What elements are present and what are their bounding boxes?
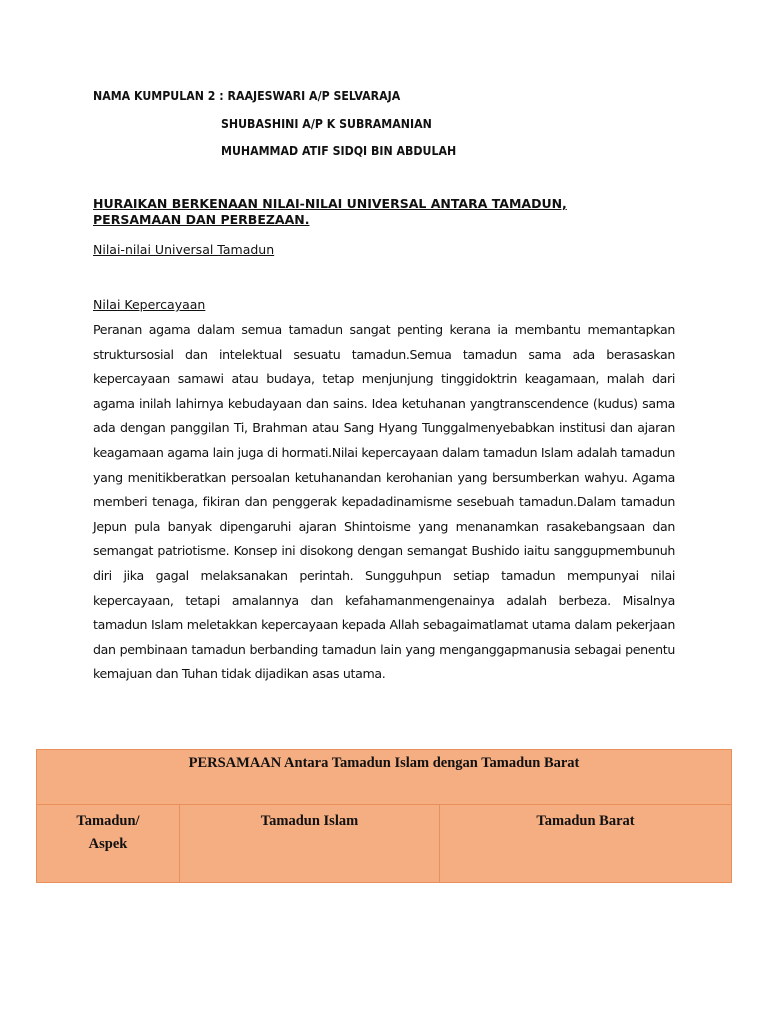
subsection-title — [93, 297, 693, 313]
group-member-3: MUHAMMAD ATIF SIDQI BIN ABDULAH — [221, 143, 457, 158]
body-paragraph: Peranan agama dalam semua tamadun sangat penting kerana ia membantu memantapkan struktursosial dan intelektual sesuatu tamadun.Semua tamadun sama ada berasaskan kepercayaan samawi atau budaya, tetap menjunjung tinggidoktrin keagamaan, malah dari agama inilah lahirnya kebudayaan dan sains. Idea ketuhanan yangtranscendence (kudus) sama ada dengan panggilan Ti, Brahman atau Sang Hyang Tunggalmenyebabkan institusi dan ajaran keagamaan agama lain juga di hormati.Nilai kepercayaan dalam tamadun Islam adalah tamadun yang menitikberatkan persoalan ketuhanandan kerohanian yang bersumberkan wahyu. Agama memberi tenaga, fikiran dan penggerak kepadadinamisme sesebuah tamadun.Dalam tamadun Jepun pula banyak dipengaruhi ajaran Shintoisme yang menanamkan rasakebangsaan dan semangat patriotisme. Konsep ini disokong dengan semangat Bushido iaitu sanggupmembunuh diri jika gagal melaksanakan perintah. Sungguhpun setiap tamadun mempunyai nilai kepercayaan, tetapi amalannya dan kefahamanmengenainya adalah berbeza. Misalnya tamadun Islam meletakkan kepercayaan kepada Allah sebagaimatlamat utama dalam pekerjaan dan pembinaan tamadun berbanding tamadun lain yang menganggapmanusia sebagai penentu kemajuan dan Tuhan tidak dijadikan asas utama. — [93, 322, 675, 682]
subsection-title-text: Nilai Kepercayaan — [93, 297, 206, 312]
question-heading: HURAIKAN BERKENAAN NILAI-NILAI UNIVERSAL ANTARA TAMADUN, PERSAMAAN DAN PERBEZAAN. — [93, 196, 567, 227]
table-title-cell: PERSAMAAN Antara Tamadun Islam dengan Tamadun Barat — [37, 750, 732, 805]
section-title-text: Nilai-nilai Universal Tamadun — [93, 242, 275, 257]
aspect-label-line1: Tamadun/ — [76, 813, 140, 829]
table-header-row — [37, 805, 732, 883]
table-header-barat: Tamadun Barat — [440, 805, 732, 883]
table-header-islam: Tamadun Islam — [180, 805, 440, 883]
table-title-row — [37, 750, 732, 805]
comparison-table — [36, 749, 732, 883]
group-name-line: NAMA KUMPULAN 2 : RAAJESWARI A/P SELVARAJA — [93, 88, 401, 103]
table-header-aspect — [37, 805, 180, 883]
section-title — [93, 242, 693, 258]
aspect-label-line2: Aspek — [88, 836, 128, 852]
group-member-2: SHUBASHINI A/P K SUBRAMANIAN — [221, 116, 432, 131]
